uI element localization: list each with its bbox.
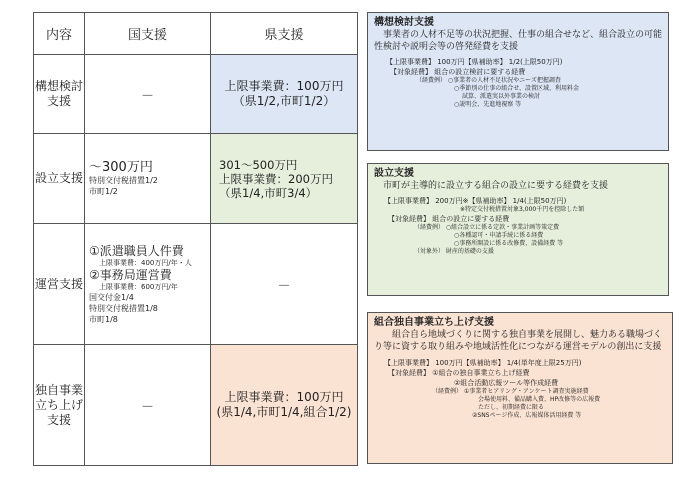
support-comparison-table: [33, 12, 358, 466]
box-limit: 【上限事業費】 100万円【県補助率】 1/4(単年度上限25万円): [384, 359, 582, 367]
box-title: 設立支援: [374, 168, 414, 179]
national-cell: [85, 134, 211, 224]
concept-study-support-box: [367, 12, 669, 151]
box-target: 【対象経費】 組合の設立に要する経費: [388, 215, 510, 223]
national-cell: [85, 224, 211, 345]
box-example: ○季節別の仕事の組合せ、設置区域、利用料金: [454, 85, 580, 92]
box-description: 事業者の人材不足等の状況把握、仕事の組合せなど、組合設立の可能性検討や説明会等の啓発経費を支援: [374, 30, 663, 52]
box-limit: 【上限事業費】 100万円【県補助率】 1/2(上限50万円): [386, 58, 563, 66]
prefecture-cell: [211, 134, 358, 224]
box-example: （経費例） ○組合設立に係る定款・事業計画等策定費: [414, 224, 560, 231]
national-cell: －: [85, 55, 211, 134]
box-note: ※特定交付税措置対象3,000千円を控除した額: [460, 206, 585, 213]
box-example: （経費例） ①事業者ヒアリング・アンケート調査実施経費: [432, 388, 589, 395]
box-description: 市町が主導的に設立する組合の設立に要する経費を支援: [383, 181, 609, 191]
national-sub: 市町1/2: [89, 187, 118, 196]
box-description: 組合自ら地域づくりに関する独自事業を展開し、魅力ある職場づくり等に資する取り組みや地域活性化につながる運営モデルの創出に支援: [374, 330, 663, 352]
national-sub: 特別交付税措置1/8: [89, 303, 158, 313]
prefecture-cell: －: [211, 224, 358, 345]
box-example: 試算、派遣実以外事業の検討: [462, 93, 541, 100]
table-row: [34, 345, 358, 466]
header-prefecture: 県支援: [211, 13, 358, 55]
box-example: ○説明会、先進地視察 等: [454, 101, 522, 108]
national-item: ①派遣職員人件費: [89, 243, 184, 258]
box-title: 組合独自事業立ち上げ支援: [374, 317, 494, 328]
national-sub: 特別交付税措置1/2: [89, 176, 158, 185]
independent-project-support-box: [367, 312, 673, 464]
prefecture-line: （県1/4,市町3/4）: [219, 185, 318, 200]
national-sub: 市町1/8: [89, 314, 118, 324]
prefecture-line: 301～500万円: [219, 157, 298, 172]
box-target: 【対象経費】 組合の設立検討に要する経費: [390, 68, 526, 76]
prefecture-line: 上限事業費：100万円: [224, 79, 344, 93]
box-example: ○各種認可・申請手続に係る経費: [454, 232, 544, 239]
establishment-support-box: [367, 163, 669, 296]
box-example: （対象外） 財産的基礎の支援: [414, 248, 494, 255]
prefecture-line: 上限事業費：200万円: [219, 171, 333, 186]
table-row: [34, 55, 358, 134]
national-sub: 国交付金1/4: [89, 292, 134, 302]
box-example: ○事務所開設に係る改修費、設備経費 等: [454, 240, 564, 247]
national-item: ②事務局運営費: [89, 267, 172, 282]
box-example: ただし、初期経費に限る: [478, 404, 545, 411]
header-content: 内容: [34, 13, 85, 55]
box-title: 構想検討支援: [374, 17, 434, 28]
prefecture-line: (県1/4,市町1/4,組合1/2): [216, 405, 352, 419]
prefecture-line: （県1/2,市町1/2）: [232, 94, 336, 108]
row-category: 運営支援: [34, 224, 85, 345]
table-header-row: [34, 13, 358, 55]
national-note: 上限事業費：400万円/年・人: [99, 258, 192, 267]
prefecture-line: 上限事業費：100万円: [224, 390, 344, 404]
box-target: ②組合活動広報ツール等作成経費: [454, 379, 559, 387]
box-limit: 【上限事業費】 200万円※【県補助率】 1/4(上限50万円): [384, 197, 567, 205]
prefecture-cell: [211, 345, 358, 466]
prefecture-cell: [211, 55, 358, 134]
row-category: 構想検討支援: [34, 55, 85, 134]
header-national: 国支援: [85, 13, 211, 55]
table-row: [34, 224, 358, 345]
national-main: ～300万円: [89, 160, 153, 175]
box-example: ②SNSページ作成、広報媒体活用経費 等: [472, 412, 582, 419]
box-target: 【対象経費】 ①組合の独自事業立ち上げ経費: [388, 369, 530, 377]
box-example: 会場使用料、備品購入費、HP改修等の広報費: [478, 396, 601, 403]
national-cell: －: [85, 345, 211, 466]
box-example: （経費例） ○事業者の人材不足状況やニーズ把握調査: [416, 77, 561, 84]
row-category: 独自事業立ち上げ支援: [34, 345, 85, 466]
row-category: 設立支援: [34, 134, 85, 224]
table-row: [34, 134, 358, 224]
national-note: 上限事業費：600万円/年: [99, 282, 178, 291]
